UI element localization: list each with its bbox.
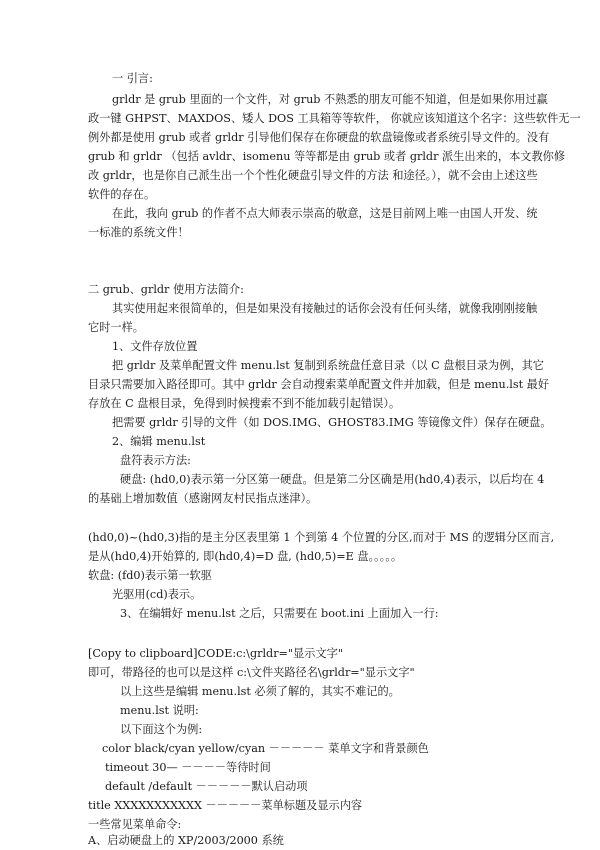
usage-intro-line: 其实使用起来很简单的，但是如果没有接触过的话你会没有任何头绪，就像我刚刚接触 [112,302,538,315]
disk-text-line: 的基础上增加数值（感谢网友村民指点迷津）。 [88,492,318,505]
sub1-title: 1、文件存放位置 [112,340,198,353]
usage-intro-line: 它时一样。 [88,321,144,334]
usage-heading: 二 grub、grldr 使用方法简介: [88,283,244,296]
sub1-text-line: 目录只需要加入路径即可。其中 grldr 会自动搜索菜单配置文件并加载，但是 menu.lst 最好 [88,378,550,391]
code-line: 即可，带路径的也可以是这样 c:\文件夹路径名\grldr="显示文字" [88,666,415,679]
partition-text-line: (hd0,0)~(hd0,3)指的是主分区表里第 1 个到第 4 个位置的分区,而对于 MS 的逻辑分区而言, [88,531,555,544]
code-line: 以下面这个为例: [120,723,203,736]
sub1-text-line: 把 grldr 及菜单配置文件 menu.lst 复制到系统盘任意目录（以 C 盘根目录为例，其它 [112,359,544,372]
intro-para1-line: 例外都是使用 grub 或者 grldr 引导他们保存在你硬盘的软盘镜像或者系统引导文件的。没有 [88,131,550,144]
code-line: menu.lst 说明: [120,704,199,717]
intro-heading: 一 引言: [112,72,153,85]
code-line: 一些常见菜单命令: [88,818,182,831]
code-line: default /default －－－－－默认启动项 [105,780,308,793]
intro-para1-line: grub 和 grldr （包括 avldr、isomenu 等等都是由 grub 或者 grldr 派生出来的，本文教你修 [88,150,566,163]
intro-para2-line: 在此，我向 grub 的作者不点大师表示崇高的敬意，这是目前网上唯一由国人开发、统 [112,207,538,220]
partition-text-line: 是从(hd0,4)开始算的, 即(hd0,4)=D 盘, (hd0,5)=E 盘。。。。。 [88,550,403,563]
code-line: A、启动硬盘上的 XP/2003/2000 系统 [88,834,284,847]
code-line: [Copy to clipboard]CODE:c:\grldr="显示文字" [88,647,343,660]
code-line: title XXXXXXXXXXX －－－－－菜单标题及显示内容 [88,799,363,812]
code-line: timeout 30— －－－－等待时间 [105,761,271,774]
disk-text-line: 硬盘: (hd0,0)表示第一分区第一硬盘。但是第二分区确是用(hd0,4)表示，以后均在 4 [120,473,545,486]
sub3-line: 3、在编辑好 menu.lst 之后，只需要在 boot.ini 上面加入一行: [120,607,439,620]
intro-para1-line: 软件的存在。 [88,188,156,201]
sub1-text-line: 把需要 grldr 引导的文件（如 DOS.IMG、GHOST83.IMG 等镜像文件）保存在硬盘。 [112,416,552,429]
intro-para1-line: grldr 是 grub 里面的一个文件，对 grub 不熟悉的朋友可能不知道，但是如果你用过赢 [112,93,548,106]
floppy-line: 软盘: (fd0)表示第一软驱 [88,569,212,582]
sub2-title: 2、编辑 menu.lst [112,435,206,448]
code-line: 以上这些是编辑 menu.lst 必须了解的，其实不难记的。 [120,685,400,698]
intro-para1-line: 政一键 GHPST、MAXDOS、矮人 DOS 工具箱等等软件， 你就应该知道这个名字：这些软件无一 [88,112,581,125]
intro-para1-line: 改 grldr，也是你自己派生出一个个性化硬盘引导文件的方法 和途径。），就不会由上述这些 [88,169,538,182]
code-line: color black/cyan yellow/cyan －－－－－ 菜单文字和背景颜色 [102,742,429,755]
cdrom-line: 光驱用(cd)表示。 [112,588,202,601]
sub1-text-line: 存放在 C 盘根目录，免得到时候搜索不到不能加载引起错误）。 [88,397,401,410]
disk-method-title: 盘符表示方法: [120,454,191,467]
intro-para2-line: 一标准的系统文件！ [88,226,189,239]
